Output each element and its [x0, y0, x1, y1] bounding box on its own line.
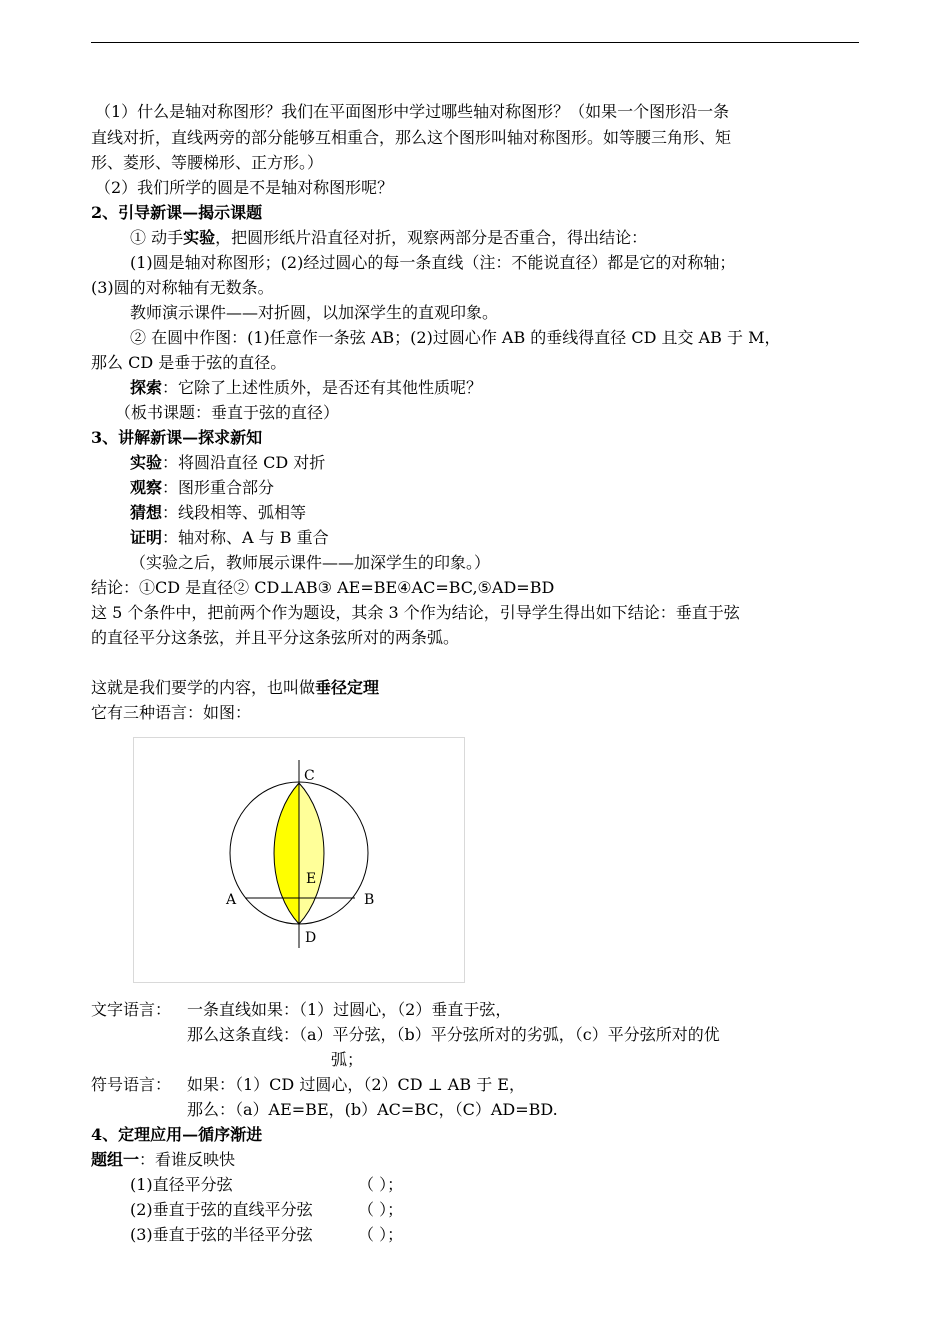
arc-bd: BD	[529, 578, 555, 597]
symbol-language-line-1: 如果：（1）CD 过圆心，（2）CD ⊥ AB 于 E，	[187, 1075, 525, 1094]
row-label: 实验	[130, 453, 163, 472]
row-label: 观察	[130, 478, 163, 497]
row-text: ：线段相等、弧相等	[162, 503, 307, 522]
section-2-conclusion-line-1: (1)圆是轴对称图形；(2)经过圆心的每一条直线（注：不能说直径）都是它的对称轴；	[130, 253, 736, 272]
question-1-line-2: 直线对折，直线两旁的部分能够互相重合，那么这个图形叫轴对称图形。如等腰三角形、矩	[91, 128, 732, 147]
theorem-name: 垂径定理	[315, 678, 380, 697]
explore-bold: 探索	[130, 378, 163, 397]
section-2-heading: 2、引导新课—揭示课题	[91, 203, 263, 222]
group-rest: ：看谁反映快	[139, 1150, 236, 1169]
circle-left-half	[274, 783, 299, 924]
circle-figure	[133, 737, 465, 983]
quiz-answer-blank-1[interactable]: （ ）；	[358, 1175, 404, 1194]
section-2-item-2-line-1: ② 在圆中作图：(1)任意作一条弦 AB；(2)过圆心作 AB 的垂线得直径 CD 且交 AB 于 M，	[130, 328, 781, 347]
result-sep: ,⑤	[472, 578, 492, 597]
result-prefix: 结论：①CD 是直径② CD⊥AB③ AE=BE④	[91, 578, 412, 597]
circle-right-half	[299, 783, 324, 924]
symbol-language-line-2: 那么：（a）AE=BE，(b）AC=BC，（C）AD=BD.	[187, 1100, 558, 1119]
section-3-paragraph-line-2: 的直径平分这条弦，并且平分这条弦所对的两条弧。	[91, 628, 460, 647]
section-3-row-proof	[130, 528, 329, 548]
label-e: E	[306, 871, 317, 887]
question-1-line-1: （1）什么是轴对称图形？我们在平面图形中学过哪些轴对称图形？（如果一个图形沿一条	[95, 102, 730, 121]
section-4-heading: 4、定理应用—循序渐进	[91, 1125, 263, 1144]
circle-diagram	[134, 738, 464, 982]
label-c: C	[304, 768, 315, 784]
label-d: D	[305, 930, 317, 946]
text-language-line-3: 弧；	[331, 1050, 364, 1069]
item-1-bold: 实验	[183, 228, 216, 247]
row-text: ：轴对称、A 与 B 重合	[162, 528, 329, 547]
section-2-explore	[130, 378, 482, 398]
section-3-after-note: （实验之后，教师展示课件——加深学生的印象。）	[130, 553, 491, 572]
row-text: ：将圆沿直径 CD 对折	[162, 453, 326, 472]
group-label: 题组一	[91, 1150, 140, 1169]
section-3-row-experiment	[130, 453, 325, 473]
item-1-prefix: ① 动手	[130, 228, 184, 247]
section-2-conclusion-line-2: (3)圆的对称轴有无数条。	[91, 278, 274, 297]
theorem-intro	[91, 678, 379, 698]
quiz-item-1: (1)直径平分弦	[130, 1175, 233, 1194]
label-a: A	[226, 892, 237, 908]
text-language-label: 文字语言：	[91, 1000, 172, 1019]
quiz-item-3: (3)垂直于弦的半径平分弦	[130, 1225, 313, 1244]
arc-ac: AC	[411, 578, 436, 597]
section-2-teacher-note: 教师演示课件——对折圆，以加深学生的直观印象。	[130, 303, 499, 322]
theorem-prefix: 这就是我们要学的内容，也叫做	[91, 678, 316, 697]
question-1-line-3: 形、菱形、等腰梯形、正方形。）	[91, 153, 324, 172]
explore-rest: ：它除了上述性质外，是否还有其他性质呢？	[162, 378, 483, 397]
quiz-answer-blank-2[interactable]: （ ）；	[358, 1200, 404, 1219]
header-rule	[91, 42, 859, 43]
three-languages-intro: 它有三种语言：如图：	[91, 703, 252, 722]
symbol-language-label: 符号语言：	[91, 1075, 172, 1094]
arc-bc: BC	[448, 578, 473, 597]
section-3-heading: 3、讲解新课—探求新知	[91, 428, 263, 447]
row-label: 猜想	[130, 503, 163, 522]
arc-ad: AD	[491, 578, 517, 597]
text-language-line-1: 一条直线如果：（1）过圆心，（2）垂直于弦，	[187, 1000, 512, 1019]
question-group-1	[91, 1150, 235, 1170]
section-3-paragraph-line-1: 这 5 个条件中，把前两个作为题设，其余 3 个作为结论，引导学生得出如下结论：垂直于弦	[91, 603, 740, 622]
quiz-item-2: (2)垂直于弦的直线平分弦	[130, 1200, 313, 1219]
result-eq: =	[516, 578, 530, 597]
section-2-board-note: （板书课题：垂直于弦的直径）	[115, 403, 340, 422]
item-1-rest: ，把圆形纸片沿直径对折，观察两部分是否重合，得出结论：	[215, 228, 648, 247]
section-2-item-2-line-2: 那么 CD 是垂于弦的直径。	[91, 353, 287, 372]
section-3-row-guess	[130, 503, 306, 523]
text-language-line-2: 那么这条直线：（a）平分弦，（b）平分弦所对的劣弧，（c）平分弦所对的优	[187, 1025, 720, 1044]
section-3-result	[91, 578, 554, 598]
section-2-item-1	[130, 228, 647, 248]
quiz-answer-blank-3[interactable]: （ ）；	[358, 1225, 404, 1244]
label-b: B	[364, 892, 375, 908]
question-2: （2）我们所学的圆是不是轴对称图形呢？	[95, 178, 394, 197]
row-label: 证明	[130, 528, 163, 547]
section-3-row-observe	[130, 478, 274, 498]
result-eq: =	[435, 578, 449, 597]
row-text: ：图形重合部分	[162, 478, 275, 497]
